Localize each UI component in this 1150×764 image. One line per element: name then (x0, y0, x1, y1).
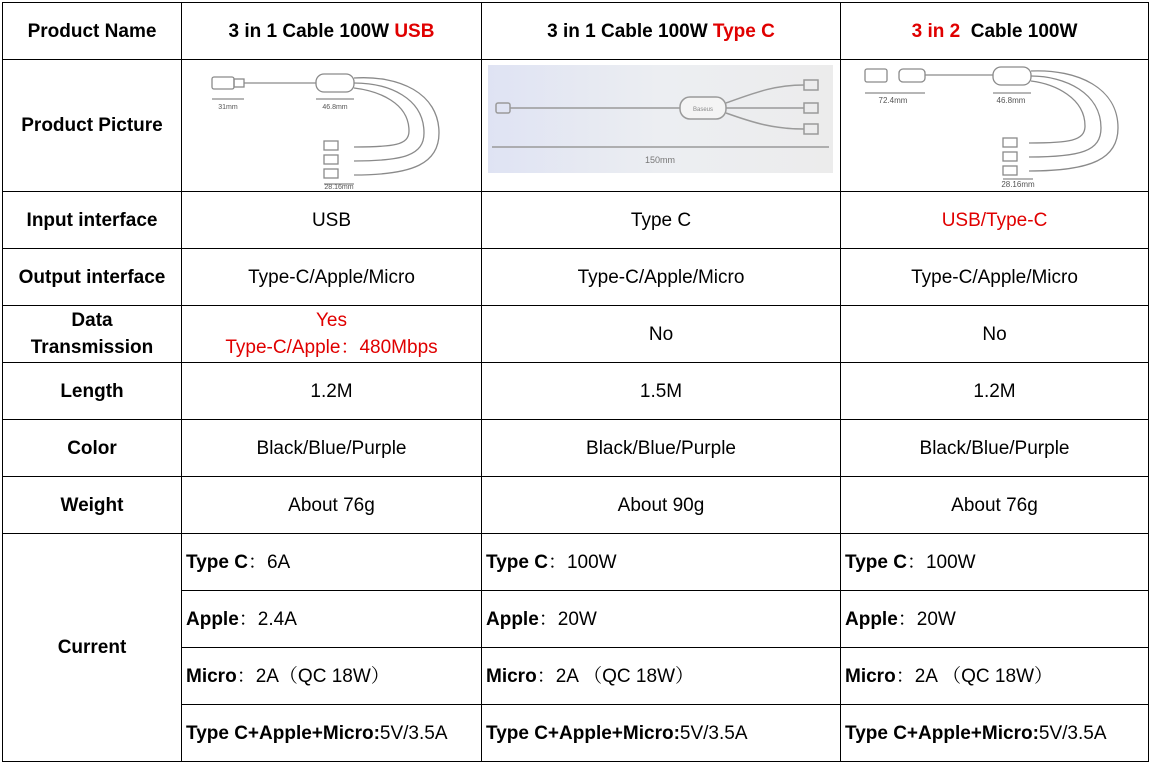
current-value: Type C+Apple+Micro:5V/3.5A (482, 705, 841, 762)
header-label: Product Name (3, 3, 182, 60)
current-value: Apple：20W (841, 591, 1149, 648)
current-value: Type C+Apple+Micro:5V/3.5A (182, 705, 482, 762)
current-label: Current (3, 534, 182, 762)
product-image-2 (482, 60, 841, 192)
dim-label-b: 46.8mm (996, 95, 1026, 105)
dim-label-a: 31mm (218, 103, 238, 111)
data-transmission-label: Data Transmission (3, 306, 182, 363)
color-label: Color (3, 420, 182, 477)
length-label: Length (3, 363, 182, 420)
input-value-3: USB/Type-C (841, 192, 1149, 249)
header-product-1: 3 in 1 Cable 100W USB (182, 3, 482, 60)
output-value-1: Type-C/Apple/Micro (182, 249, 482, 306)
header-row (3, 3, 1149, 60)
current-value: Micro：2A （QC 18W） (841, 648, 1149, 705)
current-value: Type C：100W (482, 534, 841, 591)
data-transmission-value-2: No (482, 306, 841, 363)
length-value-2: 1.5M (482, 363, 841, 420)
current-value: Micro：2A （QC 18W） (482, 648, 841, 705)
data-transmission-value-1: Yes Type-C/Apple：480Mbps (182, 306, 482, 363)
color-value-3: Black/Blue/Purple (841, 420, 1149, 477)
dim-label-c: 28.16mm (324, 183, 354, 189)
input-value-2: Type C (482, 192, 841, 249)
length-value-1: 1.2M (182, 363, 482, 420)
data-transmission-value-3: No (841, 306, 1149, 363)
weight-label: Weight (3, 477, 182, 534)
length-value-3: 1.2M (841, 363, 1149, 420)
header-product-2: 3 in 1 Cable 100W Type C (482, 3, 841, 60)
output-label: Output interface (3, 249, 182, 306)
input-value-1: USB (182, 192, 482, 249)
dim-label-c: 28.16mm (1001, 179, 1035, 189)
current-value: Micro：2A（QC 18W） (182, 648, 482, 705)
color-value-1: Black/Blue/Purple (182, 420, 482, 477)
dim-label-b: 46.8mm (322, 103, 348, 111)
comparison-table (2, 2, 1149, 762)
output-row (3, 249, 1149, 306)
current-value: Apple：20W (482, 591, 841, 648)
picture-row (3, 60, 1149, 192)
weight-value-1: About 76g (182, 477, 482, 534)
output-value-2: Type-C/Apple/Micro (482, 249, 841, 306)
input-label: Input interface (3, 192, 182, 249)
output-value-3: Type-C/Apple/Micro (841, 249, 1149, 306)
weight-value-2: About 90g (482, 477, 841, 534)
length-row (3, 363, 1149, 420)
weight-value-3: About 76g (841, 477, 1149, 534)
current-row (3, 534, 1149, 591)
input-row (3, 192, 1149, 249)
current-value: Type C+Apple+Micro:5V/3.5A (841, 705, 1149, 762)
current-value: Type C：100W (841, 534, 1149, 591)
current-value: Type C：6A (182, 534, 482, 591)
weight-row (3, 477, 1149, 534)
color-row (3, 420, 1149, 477)
dim-label-a: 150mm (644, 154, 676, 165)
dim-label-a: 72.4mm (878, 95, 908, 105)
color-value-2: Black/Blue/Purple (482, 420, 841, 477)
product-image-1 (182, 60, 482, 192)
product-image-3 (841, 60, 1149, 192)
brand-label: Baseus (692, 106, 714, 113)
data-transmission-row (3, 306, 1149, 363)
picture-row-label: Product Picture (3, 60, 182, 192)
current-value: Apple：2.4A (182, 591, 482, 648)
header-product-3: 3 in 2 Cable 100W (841, 3, 1149, 60)
